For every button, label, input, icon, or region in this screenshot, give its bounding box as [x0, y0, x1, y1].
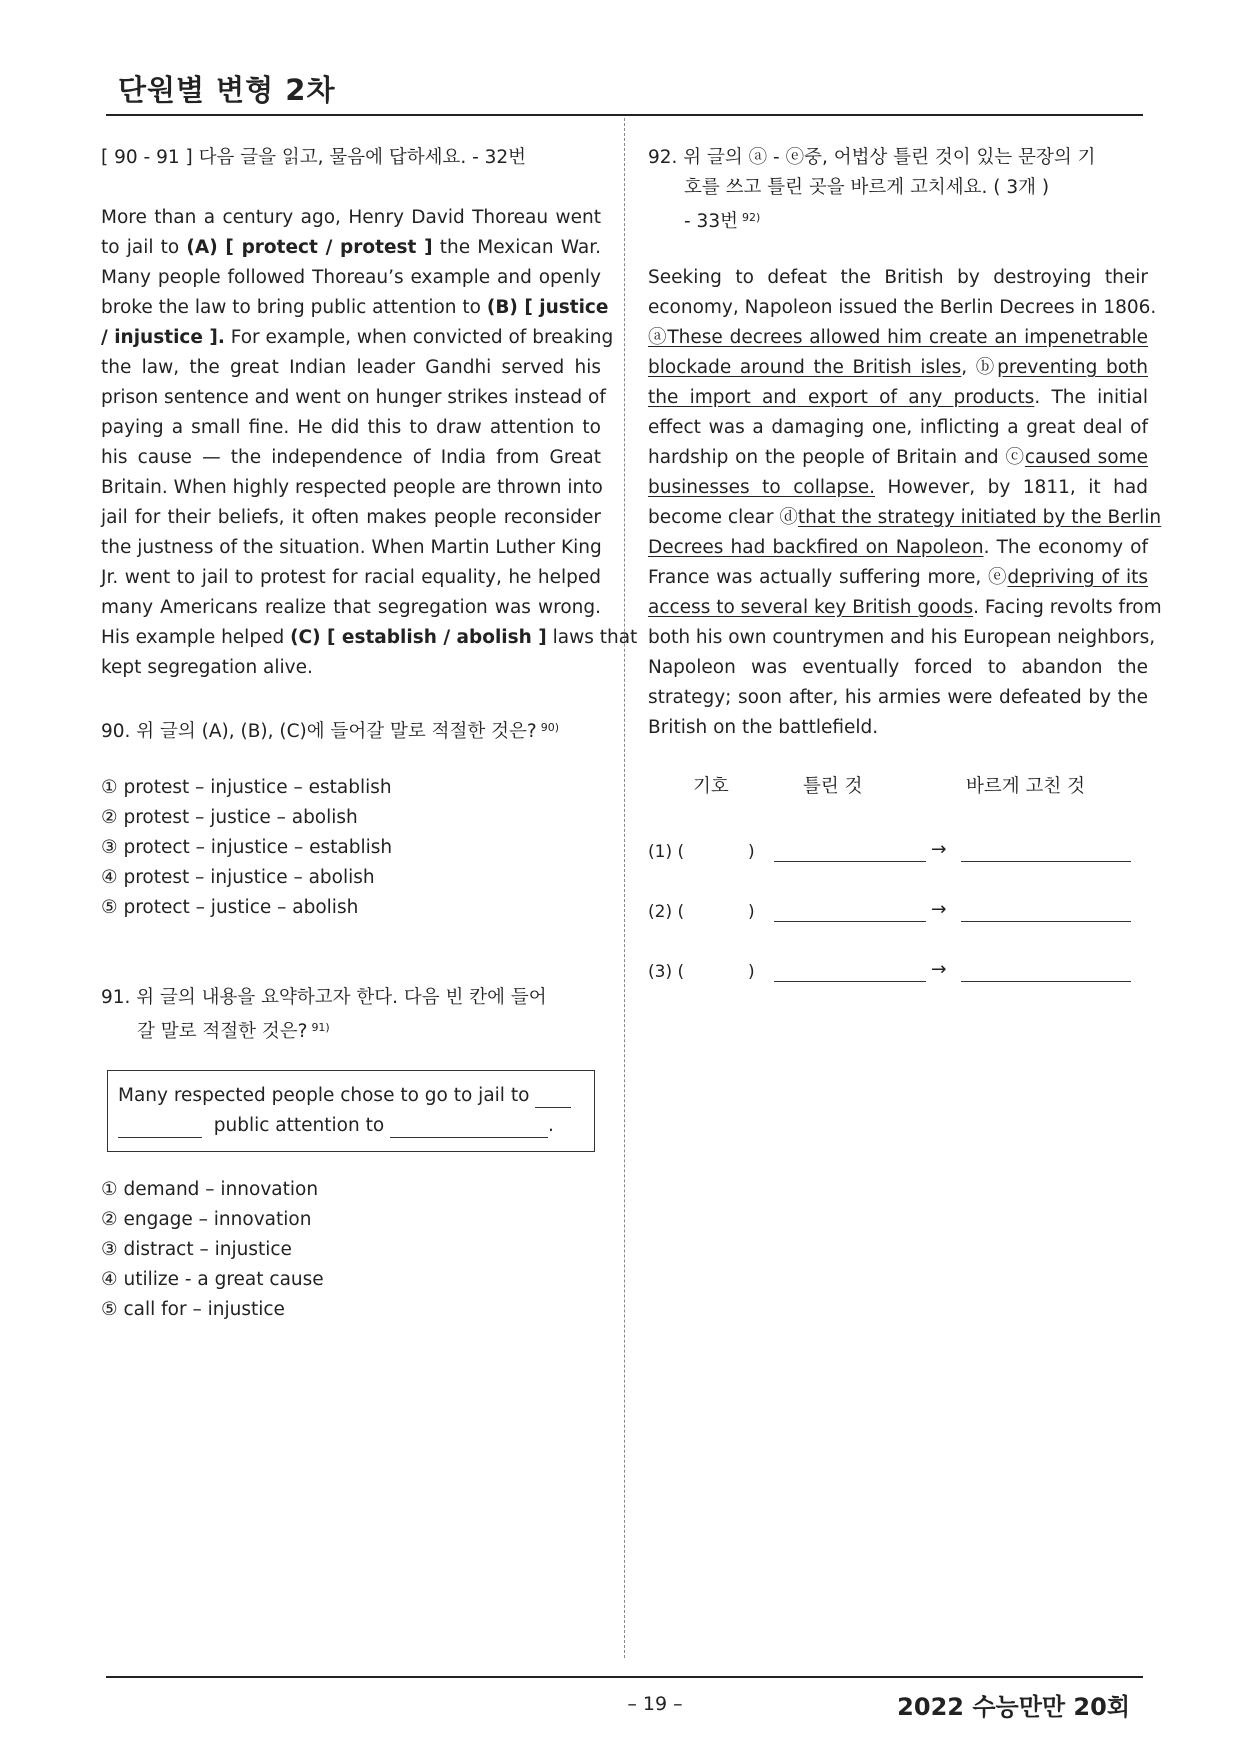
row-label: (3) ( [648, 962, 685, 982]
q91-option-5[interactable]: ⑤ call for – injustice [101, 1299, 285, 1320]
passage-line: the law, the great Indian leader Gandhi served his [101, 357, 601, 378]
arrow-icon: → [931, 959, 947, 980]
passage-line: Britain. When highly respected people are thrown into [101, 477, 603, 498]
row-label: (2) ( [648, 902, 685, 922]
passage-line: become clear ⓓthat the strategy initiated by the Berlin [648, 507, 1162, 528]
footer-divider [106, 1676, 1143, 1678]
arrow-icon: → [931, 839, 947, 860]
summary-line-1: Many respected people chose to go to jail to [118, 1084, 571, 1108]
page-number: – 19 – [627, 1693, 683, 1715]
passage-line: More than a century ago, Henry David Thoreau went [101, 207, 601, 228]
passage-line: British on the battlefield. [648, 717, 879, 738]
passage-line: Many people followed Thoreau’s example and openly [101, 267, 601, 288]
summary-box [107, 1070, 595, 1152]
q90-option-5[interactable]: ⑤ protect – justice – abolish [101, 897, 359, 918]
passage-line: both his own countrymen and his European neighbors, [648, 627, 1156, 648]
passage-line: jail for their beliefs, it often makes people reconsider [101, 507, 601, 528]
passage-line: France was actually suffering more, ⓔdepriving of its [648, 567, 1148, 588]
passage-line: businesses to collapse. However, by 1811, it had [648, 477, 1148, 498]
summary-blank-B[interactable] [390, 1119, 548, 1138]
question-91-stem-line1: 91. 위 글의 내용을 요약하고자 한다. 다음 빈 칸에 들어 [101, 987, 547, 1008]
question-92-stem-line3: - 33번 $^{92)}$ [684, 211, 761, 232]
question-91-stem-line2: 갈 말로 적절한 것은? $^{91)}$ [137, 1021, 330, 1042]
underlined-sentence-c: caused some [1024, 447, 1148, 468]
row-close-paren: ) [748, 902, 755, 922]
footnote-marker: 91) [311, 1021, 330, 1034]
footer-brand: 2022 수능만만 20회 [897, 1693, 1130, 1721]
corrected-part-input[interactable] [961, 963, 1131, 982]
summary-blank-A-cont[interactable] [118, 1119, 202, 1138]
passage-line: access to several key British goods. Facing revolts from [648, 597, 1162, 618]
column-divider [624, 118, 625, 1658]
passage-line: Seeking to defeat the British by destroying their [648, 267, 1148, 288]
question-instruction: [ 90 - 91 ] 다음 글을 읽고, 물음에 답하세요. - 32번 [101, 147, 527, 168]
summary-blank-A[interactable] [535, 1089, 571, 1108]
passage-line: kept segregation alive. [101, 657, 313, 678]
choice-A: (A) [ protect / protest ] [186, 237, 433, 258]
q91-option-3[interactable]: ③ distract – injustice [101, 1239, 292, 1260]
passage-line: / injustice ]. For example, when convicted of breaking [101, 327, 614, 348]
passage-line: His example helped (C) [ establish / abolish ] laws that [101, 627, 638, 648]
q91-option-4[interactable]: ④ utilize - a great cause [101, 1269, 324, 1290]
question-92-stem-line2: 호를 쓰고 틀린 곳을 바르게 고치세요. ( 3개 ) [684, 177, 1050, 198]
passage-line: blockade around the British isles, ⓑpreventing both [648, 357, 1148, 378]
q90-option-1[interactable]: ① protest – injustice – establish [101, 777, 392, 798]
passage-line: many Americans realize that segregation was wrong. [101, 597, 601, 618]
row-label: (1) ( [648, 842, 685, 862]
passage-line: the import and export of any products. The initial [648, 387, 1148, 408]
passage-line: Jr. went to jail to protest for racial equality, he helped [101, 567, 601, 588]
wrong-part-input[interactable] [774, 843, 926, 862]
passage-line: his cause — the independence of India from Great [101, 447, 601, 468]
summary-line-2: public attention to . [118, 1114, 554, 1138]
corrected-part-input[interactable] [961, 843, 1131, 862]
q91-option-1[interactable]: ① demand – innovation [101, 1179, 319, 1200]
page-header-title: 단원별 변형 2차 [118, 73, 336, 107]
footnote-marker: 90) [540, 721, 559, 734]
passage-line: Decrees had backfired on Napoleon. The economy of [648, 537, 1148, 558]
wrong-part-input[interactable] [774, 963, 926, 982]
underlined-sentence-d: that the strategy initiated by the Berlin [797, 507, 1162, 528]
q90-option-2[interactable]: ② protest – justice – abolish [101, 807, 358, 828]
row-close-paren: ) [748, 842, 755, 862]
table-header-symbol: 기호 [693, 776, 729, 797]
footnote-marker: 92) [741, 211, 761, 224]
arrow-icon: → [931, 899, 947, 920]
passage-line: to jail to (A) [ protect / protest ] the Mexican War. [101, 237, 602, 258]
q90-option-4[interactable]: ④ protest – injustice – abolish [101, 867, 375, 888]
question-92-stem-line1: 92. 위 글의 ⓐ - ⓔ중, 어법상 틀린 것이 있는 문장의 기 [648, 147, 1096, 168]
passage-line: effect was a damaging one, inflicting a great deal of [648, 417, 1148, 438]
wrong-part-input[interactable] [774, 903, 926, 922]
passage-line: hardship on the people of Britain and ⓒcaused some [648, 447, 1148, 468]
passage-line: prison sentence and went on hunger strikes instead of [101, 387, 606, 408]
choice-C: (C) [ establish / abolish ] [290, 627, 547, 648]
table-header-wrong: 틀린 것 [803, 776, 863, 797]
passage-line: strategy; soon after, his armies were defeated by the [648, 687, 1148, 708]
q90-option-3[interactable]: ③ protect – injustice – establish [101, 837, 393, 858]
question-90-stem: 90. 위 글의 (A), (B), (C)에 들어갈 말로 적절한 것은? $^{90)}$ [101, 721, 559, 742]
underlined-sentence-e: depriving of its [1007, 567, 1148, 588]
passage-line: paying a small fine. He did this to draw attention to [101, 417, 601, 438]
q91-option-2[interactable]: ② engage – innovation [101, 1209, 312, 1230]
passage-line: broke the law to bring public attention to (B) [ justice [101, 297, 609, 318]
row-close-paren: ) [748, 962, 755, 982]
table-header-corrected: 바르게 고친 것 [966, 776, 1085, 797]
header-divider [106, 114, 1143, 116]
passage-line: Napoleon was eventually forced to abandon the [648, 657, 1148, 678]
passage-line: the justness of the situation. When Martin Luther King [101, 537, 602, 558]
choice-B: (B) [ justice [486, 297, 609, 318]
passage-line: economy, Napoleon issued the Berlin Decrees in 1806. [648, 297, 1157, 318]
corrected-part-input[interactable] [961, 903, 1131, 922]
underlined-sentence-a: ⓐThese decrees allowed him create an impenetrable [648, 327, 1148, 348]
underlined-sentence-b: preventing both [997, 357, 1148, 378]
